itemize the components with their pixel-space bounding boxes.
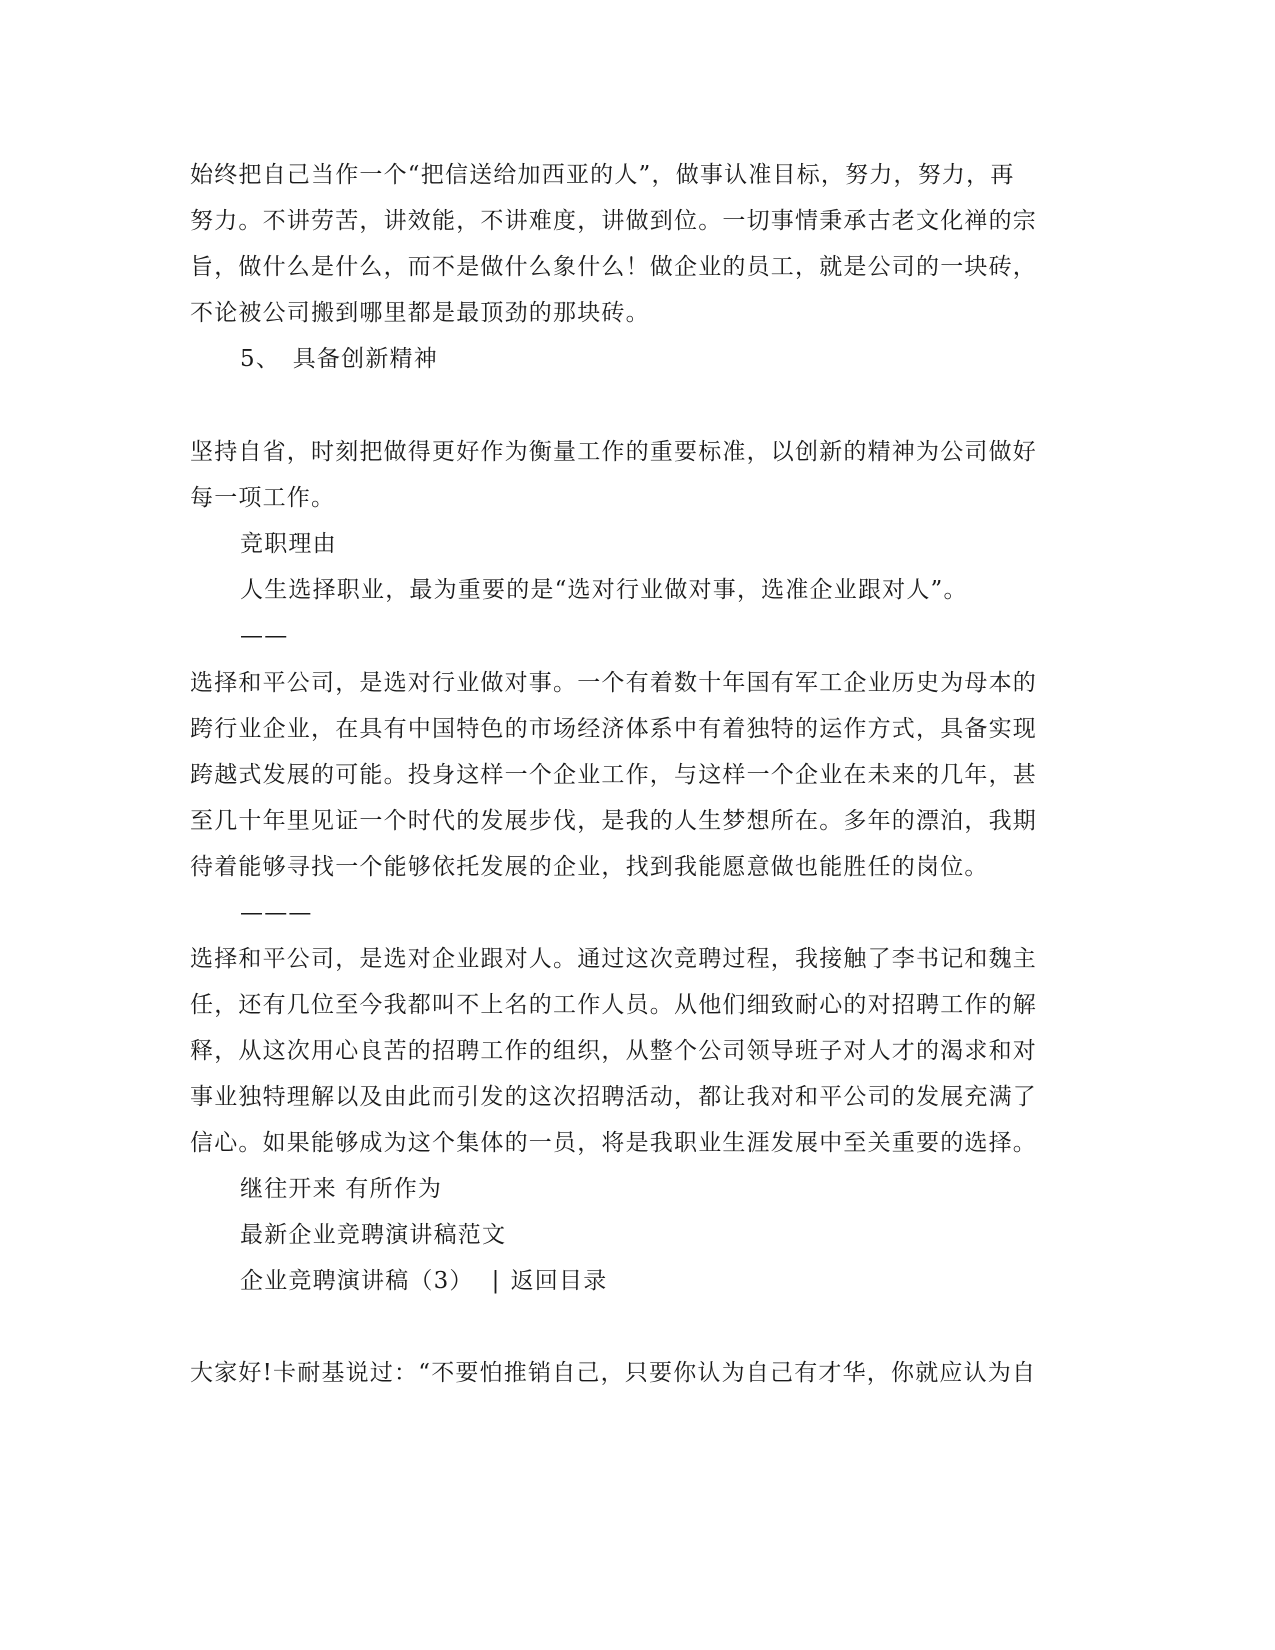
paragraph-2-line-2: 每一项工作。 [190,485,336,511]
paragraph-1-line-3: 旨，做什么是什么，而不是做什么象什么！做企业的员工，就是公司的一块砖， [190,254,1037,280]
paragraph-4-line-4: 事业独特理解以及由此而引发的这次招聘活动，都让我对和平公司的发展充满了 [190,1084,1037,1110]
section-title: 竞职理由 [240,531,337,557]
heading-innovation: 5、 具备创新精神 [240,346,438,372]
paragraph-4-line-5: 信心。如果能够成为这个集体的一员，将是我职业生涯发展中至关重要的选择。 [190,1130,1037,1156]
paragraph-1-line-1: 始终把自己当作一个“把信送给加西亚的人”，做事认准目标，努力，努力，再 [190,162,1015,188]
paragraph-4-line-3: 释，从这次用心良苦的招聘工作的组织，从整个公司领导班子对人才的渴求和对 [190,1038,1037,1064]
paragraph-1-line-2: 努力。不讲劳苦，讲效能，不讲难度，讲做到位。一切事情秉承古老文化禅的宗 [190,208,1037,234]
dash-separator-1: —— [240,623,289,649]
link-latest-speech[interactable] [240,1220,506,1250]
dash-separator-2: ——— [240,900,313,926]
link-latest-speech-label[interactable]: 最新企业竞聘演讲稿范文 [240,1222,507,1248]
paragraph-1-line-4: 不论被公司搬到哪里都是最顶劲的那块砖。 [190,300,650,326]
paragraph-4-line-2: 任，还有几位至今我都叫不上名的工作人员。从他们细致耐心的对招聘工作的解 [190,992,1037,1018]
paragraph-3-line-1: 选择和平公司，是选对行业做对事。一个有着数十年国有军工企业历史为母本的 [190,670,1037,696]
paragraph-3-line-2: 跨行业企业，在具有中国特色的市场经济体系中有着独特的运作方式，具备实现 [190,716,1037,742]
link-speech-part-3[interactable]: 企业竞聘演讲稿（3） [240,1268,474,1294]
quote-line: 人生选择职业，最为重要的是“选对行业做对事，选准企业跟对人”。 [240,577,968,603]
nav-links-row [240,1266,607,1296]
closing-line: 继往开来 有所作为 [240,1176,443,1202]
paragraph-3-line-5: 待着能够寻找一个能够依托发展的企业，找到我能愿意做也能胜任的岗位。 [190,854,989,880]
paragraph-2-line-1: 坚持自省，时刻把做得更好作为衡量工作的重要标准，以创新的精神为公司做好 [190,439,1037,465]
paragraph-5-line-1: 大家好!卡耐基说过：“不要怕推销自己，只要你认为自己有才华，你就应认为自 [190,1360,1037,1386]
link-separator: | [491,1268,501,1294]
paragraph-4-line-1: 选择和平公司，是选对企业跟对人。通过这次竞聘过程，我接触了李书记和魏主 [190,946,1037,972]
paragraph-3-line-4: 至几十年里见证一个时代的发展步伐，是我的人生梦想所在。多年的漂泊，我期 [190,808,1037,834]
paragraph-3-line-3: 跨越式发展的可能。投身这样一个企业工作，与这样一个企业在未来的几年，甚 [190,762,1037,788]
link-back-to-toc[interactable]: 返回目录 [510,1268,608,1294]
